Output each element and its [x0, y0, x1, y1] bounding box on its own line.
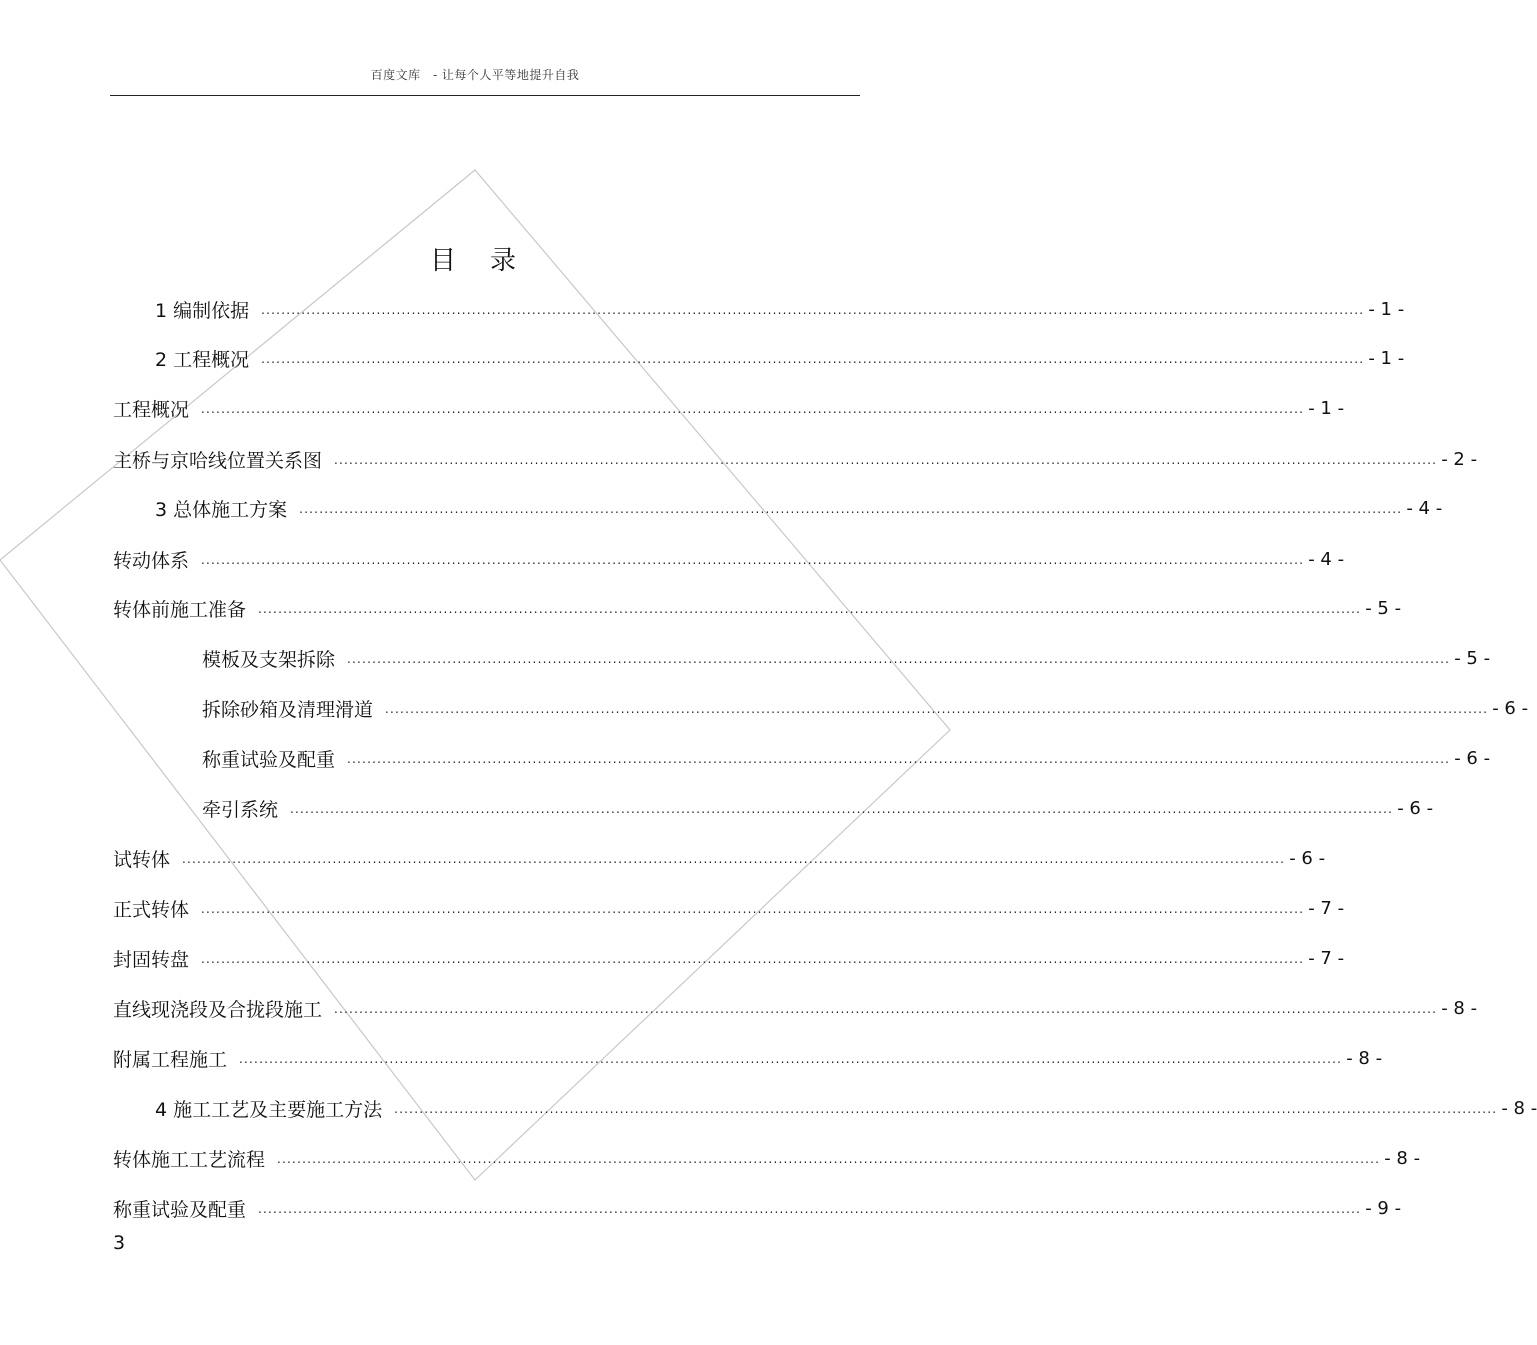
toc-entry[interactable] — [202, 745, 1491, 771]
toc-entry[interactable] — [155, 296, 1405, 322]
toc-leader-dots: ............................................................................................................................................................................................................................ — [258, 1202, 1362, 1216]
toc-entry[interactable] — [113, 945, 1345, 971]
toc-entry-label: 转体施工工艺流程 — [113, 1148, 266, 1171]
toc-entry[interactable] — [113, 1195, 1402, 1221]
toc-entry[interactable] — [155, 345, 1405, 371]
toc-leader-dots: ............................................................................................................................................................................................................................ — [394, 1102, 1498, 1116]
toc-entry-label: 1 编制依据 — [155, 299, 250, 322]
toc-leader-dots: ............................................................................................................................................................................................................................ — [347, 652, 1451, 666]
toc-leader-dots: ............................................................................................................................................................................................................................ — [334, 453, 1438, 467]
toc-entry-page: - 1 - — [1368, 298, 1405, 320]
toc-entry-label: 3 总体施工方案 — [155, 498, 288, 521]
toc-entry-label: 牵引系统 — [202, 798, 279, 821]
toc-leader-dots: ............................................................................................................................................................................................................................ — [290, 802, 1394, 816]
toc-leader-dots: ............................................................................................................................................................................................................................ — [261, 303, 1365, 317]
toc-entry-label: 转体前施工准备 — [113, 598, 247, 621]
toc-entry-page: - 7 - — [1308, 947, 1345, 969]
toc-entry-label: 模板及支架拆除 — [202, 648, 336, 671]
toc-entry-page: - 8 - — [1501, 1097, 1537, 1119]
toc-leader-dots: ............................................................................................................................................................................................................................ — [261, 352, 1365, 366]
page-title: 目录 — [429, 246, 550, 276]
toc-entry[interactable] — [113, 546, 1345, 572]
toc-leader-dots: ............................................................................................................................................................................................................................ — [201, 902, 1305, 916]
toc-entry-label: 附属工程施工 — [113, 1048, 228, 1071]
page-header: 百度文库 - 让每个人平等地提升自我 — [370, 68, 580, 82]
toc-entry-page: - 6 - — [1289, 847, 1326, 869]
toc-entry-page: - 4 - — [1308, 548, 1345, 570]
toc-entry-label: 拆除砂箱及清理滑道 — [202, 698, 374, 721]
toc-entry-label: 正式转体 — [113, 898, 190, 921]
toc-leader-dots: ............................................................................................................................................................................................................................ — [277, 1152, 1381, 1166]
toc-entry[interactable] — [113, 595, 1402, 621]
toc-entry-page: - 8 - — [1384, 1147, 1421, 1169]
toc-entry-label: 称重试验及配重 — [113, 1198, 247, 1221]
toc-leader-dots: ............................................................................................................................................................................................................................ — [258, 602, 1362, 616]
toc-leader-dots: ............................................................................................................................................................................................................................ — [385, 702, 1489, 716]
toc-entry[interactable] — [155, 1095, 1537, 1121]
toc-leader-dots: ............................................................................................................................................................................................................................ — [347, 752, 1451, 766]
toc-entry-label: 称重试验及配重 — [202, 748, 336, 771]
toc-leader-dots: ............................................................................................................................................................................................................................ — [182, 852, 1286, 866]
toc-entry[interactable] — [113, 895, 1345, 921]
toc-leader-dots: ............................................................................................................................................................................................................................ — [201, 553, 1305, 567]
toc-entry[interactable] — [202, 795, 1434, 821]
page-number: 3 — [113, 1232, 126, 1254]
toc-entry-page: - 4 - — [1406, 497, 1443, 519]
toc-entry[interactable] — [113, 395, 1345, 421]
toc-entry[interactable] — [113, 1045, 1383, 1071]
toc-entry-page: - 1 - — [1308, 397, 1345, 419]
toc-entry-label: 转动体系 — [113, 549, 190, 572]
toc-entry-page: - 5 - — [1365, 597, 1402, 619]
toc-entry-label: 4 施工工艺及主要施工方法 — [155, 1098, 383, 1121]
toc-entry[interactable] — [155, 495, 1443, 521]
toc-entry-label: 主桥与京哈线位置关系图 — [113, 449, 323, 472]
toc-entry-page: - 7 - — [1308, 897, 1345, 919]
toc-entry-label: 试转体 — [113, 848, 171, 871]
toc-leader-dots: ............................................................................................................................................................................................................................ — [201, 952, 1305, 966]
toc-entry[interactable] — [202, 695, 1529, 721]
toc-entry[interactable] — [113, 446, 1478, 472]
toc-leader-dots: ............................................................................................................................................................................................................................ — [299, 502, 1403, 516]
toc-entry[interactable] — [113, 845, 1326, 871]
toc-leader-dots: ............................................................................................................................................................................................................................ — [201, 402, 1305, 416]
toc-entry-page: - 2 - — [1441, 448, 1478, 470]
toc-leader-dots: ............................................................................................................................................................................................................................ — [334, 1002, 1438, 1016]
toc-entry-label: 工程概况 — [113, 398, 190, 421]
toc-entry[interactable] — [113, 1145, 1421, 1171]
toc-entry-label: 直线现浇段及合拢段施工 — [113, 998, 323, 1021]
toc-entry[interactable] — [202, 645, 1491, 671]
toc-entry-page: - 8 - — [1441, 997, 1478, 1019]
toc-entry-page: - 1 - — [1368, 347, 1405, 369]
toc-entry-page: - 5 - — [1454, 647, 1491, 669]
toc-entry-page: - 6 - — [1397, 797, 1434, 819]
toc-leader-dots: ............................................................................................................................................................................................................................ — [239, 1052, 1343, 1066]
toc-entry-page: - 6 - — [1492, 697, 1529, 719]
toc-entry-label: 封固转盘 — [113, 948, 190, 971]
toc-entry-page: - 8 - — [1346, 1047, 1383, 1069]
toc-entry-page: - 9 - — [1365, 1197, 1402, 1219]
toc-entry-page: - 6 - — [1454, 747, 1491, 769]
toc-entry[interactable] — [113, 995, 1478, 1021]
toc-entry-label: 2 工程概况 — [155, 348, 250, 371]
